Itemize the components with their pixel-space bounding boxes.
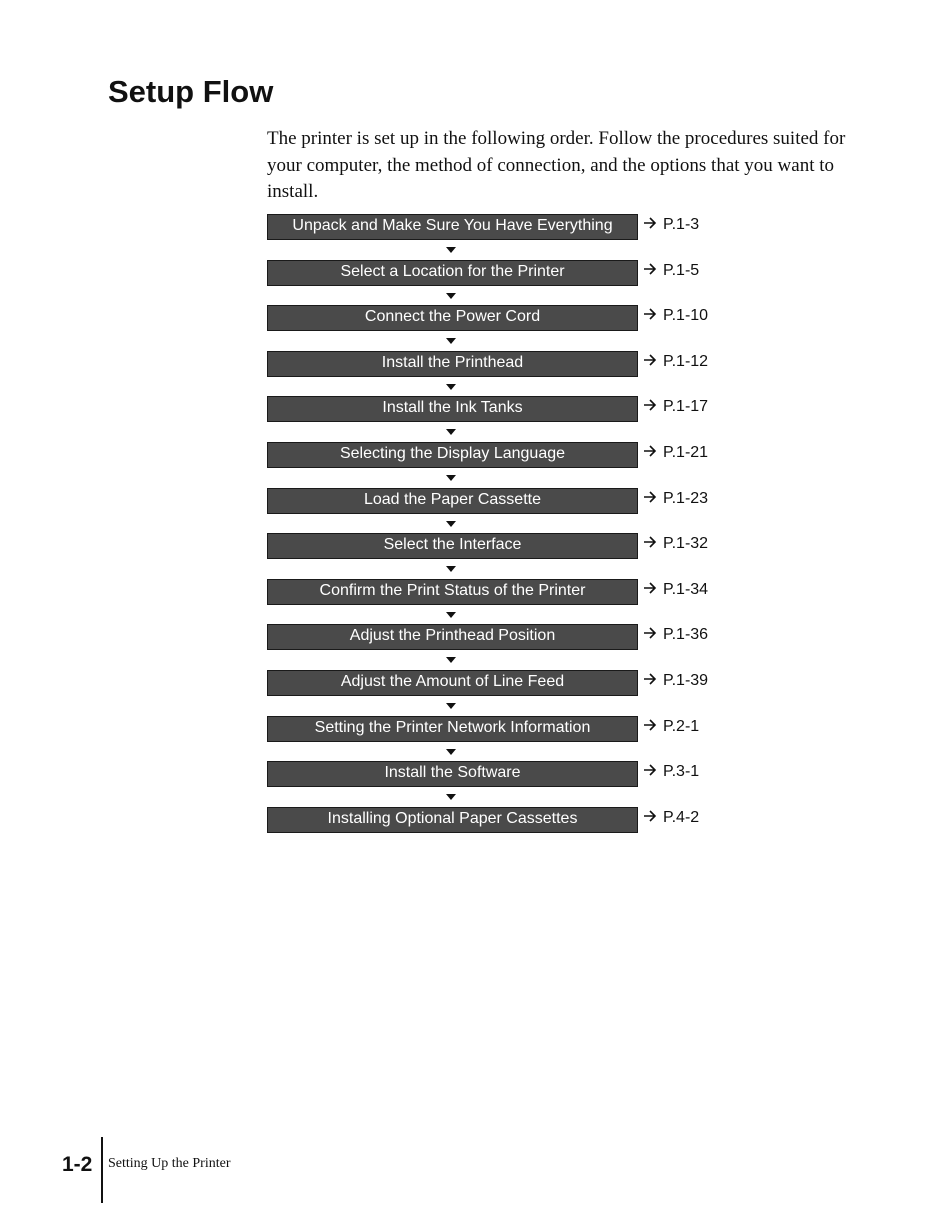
page-reference[interactable] (643, 260, 699, 284)
down-triangle-icon (446, 749, 456, 755)
page-reference[interactable] (643, 214, 699, 238)
page-reference-label: P.1-34 (663, 580, 709, 598)
intro-paragraph: The printer is set up in the following order. Follow the procedures suited for your computer, the method of connection, and the options that you want to install. (267, 128, 846, 202)
down-triangle-icon (446, 429, 456, 435)
flow-step (267, 214, 727, 240)
page-reference[interactable] (643, 351, 708, 375)
flow-step (267, 624, 727, 650)
page-reference-label: P.1-10 (663, 307, 709, 325)
page-reference-label: P.2-1 (663, 717, 700, 735)
right-arrow-icon (643, 490, 657, 504)
page-reference-label: P.1-17 (663, 398, 709, 416)
page-reference[interactable] (643, 533, 708, 557)
page-reference-label: P.1-32 (663, 535, 709, 553)
page-reference[interactable] (643, 579, 708, 603)
right-arrow-icon (643, 307, 657, 321)
page-reference[interactable] (643, 624, 708, 648)
step-box: Adjust the Amount of Line Feed (267, 670, 638, 696)
page-number: 1-2 (62, 1153, 93, 1176)
page-reference-label: P.1-21 (663, 443, 709, 461)
flow-step (267, 670, 727, 696)
flow-step (267, 716, 727, 742)
page-reference[interactable] (643, 670, 708, 694)
step-box: Unpack and Make Sure You Have Everything (267, 214, 638, 240)
flow-connector (267, 742, 727, 762)
flow-step (267, 396, 727, 422)
flow-step (267, 442, 727, 468)
page-reference[interactable] (643, 488, 708, 512)
flow-step (267, 533, 727, 559)
step-box: Installing Optional Paper Cassettes (267, 807, 638, 833)
flow-step (267, 761, 727, 787)
step-box: Install the Ink Tanks (267, 396, 638, 422)
page-reference-label: P.1-12 (663, 352, 709, 370)
right-arrow-icon (643, 763, 657, 777)
step-box: Install the Printhead (267, 351, 638, 377)
page-reference-label: P.1-3 (663, 216, 700, 233)
right-arrow-icon (643, 809, 657, 823)
down-triangle-icon (446, 293, 456, 299)
page-reference[interactable] (643, 807, 699, 831)
page-reference[interactable] (643, 761, 699, 785)
flow-connector (267, 787, 727, 807)
down-triangle-icon (446, 338, 456, 344)
page-reference[interactable] (643, 305, 708, 329)
right-arrow-icon (643, 535, 657, 549)
flow-connector (267, 605, 727, 625)
right-arrow-icon (643, 581, 657, 595)
right-arrow-icon (643, 262, 657, 276)
page-reference-label: P.1-36 (663, 626, 709, 644)
right-arrow-icon (643, 398, 657, 412)
page-reference-label: P.1-39 (663, 671, 709, 689)
flow-connector (267, 377, 727, 397)
flow-step (267, 260, 727, 286)
flow-connector (267, 514, 727, 534)
step-box: Select the Interface (267, 533, 638, 559)
page-reference-label: P.3-1 (663, 763, 700, 781)
flow-connector (267, 240, 727, 260)
right-arrow-icon (643, 626, 657, 640)
down-triangle-icon (446, 384, 456, 390)
flow-connector (267, 650, 727, 670)
flow-step (267, 807, 727, 833)
step-box: Selecting the Display Language (267, 442, 638, 468)
flow-step (267, 488, 727, 514)
step-box: Connect the Power Cord (267, 305, 638, 331)
flow-connector (267, 559, 727, 579)
flow-connector (267, 286, 727, 306)
right-arrow-icon (643, 353, 657, 367)
down-triangle-icon (446, 247, 456, 253)
right-arrow-icon (643, 216, 657, 230)
right-arrow-icon (643, 672, 657, 686)
page-title: Setup Flow (108, 74, 274, 109)
right-arrow-icon (643, 718, 657, 732)
page-reference-label: P.1-5 (663, 261, 700, 279)
step-box: Adjust the Printhead Position (267, 624, 638, 650)
down-triangle-icon (446, 566, 456, 572)
down-triangle-icon (446, 612, 456, 618)
step-box: Confirm the Print Status of the Printer (267, 579, 638, 605)
page-reference[interactable] (643, 396, 708, 420)
down-triangle-icon (446, 703, 456, 709)
step-box: Setting the Printer Network Information (267, 716, 638, 742)
flow-step (267, 305, 727, 331)
step-box: Select a Location for the Printer (267, 260, 638, 286)
step-box: Load the Paper Cassette (267, 488, 638, 514)
section-name: Setting Up the Printer (108, 1156, 231, 1171)
step-box: Install the Software (267, 761, 638, 787)
page-reference-label: P.1-23 (663, 489, 709, 507)
right-arrow-icon (643, 444, 657, 458)
flow-step (267, 579, 727, 605)
footer-divider (101, 1137, 103, 1203)
down-triangle-icon (446, 521, 456, 527)
setup-flow-diagram (267, 214, 727, 833)
page-footer (0, 1135, 950, 1205)
flow-connector (267, 696, 727, 716)
flow-step (267, 351, 727, 377)
page-reference[interactable] (643, 716, 699, 740)
flow-connector (267, 331, 727, 351)
flow-connector (267, 422, 727, 442)
page-reference[interactable] (643, 442, 708, 466)
down-triangle-icon (446, 794, 456, 800)
down-triangle-icon (446, 475, 456, 481)
page-reference-label: P.4-2 (663, 808, 700, 826)
flow-connector (267, 468, 727, 488)
down-triangle-icon (446, 657, 456, 663)
